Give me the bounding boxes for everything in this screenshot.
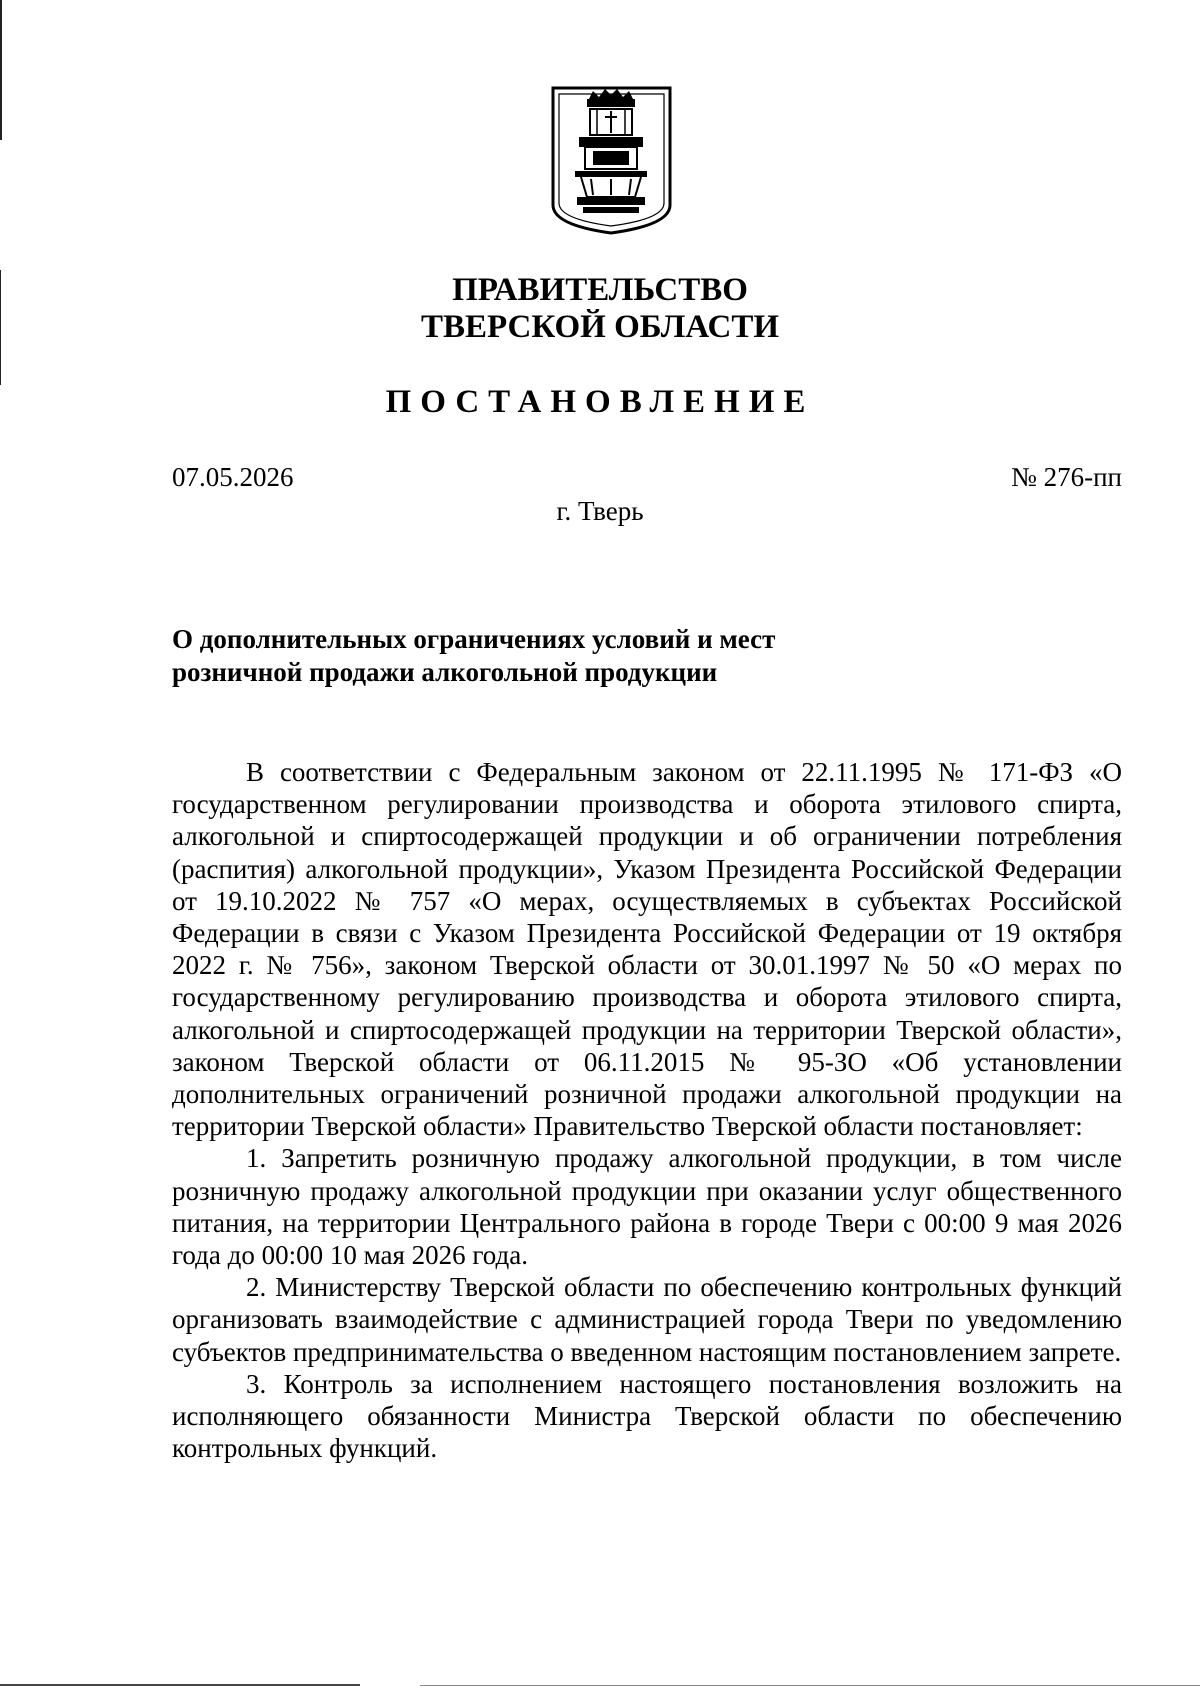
document-type: ПОСТАНОВЛЕНИЕ bbox=[385, 384, 815, 420]
government-name-line2: ТВЕРСКОЙ ОБЛАСТИ bbox=[420, 309, 780, 345]
tver-coat-of-arms-icon bbox=[549, 85, 674, 237]
document-subject-line2: розничной продажи алкогольной продукции bbox=[172, 657, 718, 687]
document-body bbox=[172, 756, 1122, 1464]
body-preamble: В соответствии с Федеральным законом от 22.11.1995 № 171-ФЗ «О государственном регулировании производства и оборота этилового спирта, алкогольной и спиртосодержащей продукции и об ограничении потребления (распития) алкогольной продукции», Указом Президента Российской Федерации от 19.10.2022 № 757 «О мерах, осуществляемых в субъектах Российской Федерации в связи с Указом Президента Российской Федерации от 19 октября 2022 г. № 756», законом Тверской области от 30.01.1997 № 50 «О мерах по государственному регулированию производства и оборота этилового спирта, алкогольной и спиртосодержащей продукции на территории Тверской области», законом Тверской области от 06.11.2015 № 95-ЗО «Об установлении дополнительных ограничений розничной продажи алкогольной продукции на территории Тверской области» Правительство Тверской области постановляет: bbox=[172, 757, 1122, 1142]
body-item-1: 1. Запретить розничную продажу алкогольной продукции, в том числе розничную продажу алкогольной продукции при оказании услуг общественного питания, на территории Центрального района в городе Твери с 00:00 9 мая 2026 года до 00:00 10 мая 2026 года. bbox=[172, 1143, 1122, 1271]
scan-bottom-mark bbox=[0, 1684, 360, 1686]
government-name-line1: ПРАВИТЕЛЬСТВО bbox=[452, 272, 748, 308]
body-item-3: 3. Контроль за исполнением настоящего постановления возложить на исполняющего обязанности Министра Тверской области по обеспечению контрольных функций. bbox=[172, 1368, 1122, 1464]
scan-edge-mark bbox=[0, 0, 2, 140]
document-subject bbox=[172, 623, 872, 689]
document-city: г. Тверь bbox=[556, 496, 644, 526]
scan-bottom-mark bbox=[420, 1685, 1200, 1686]
body-item-2: 2. Министерству Тверской области по обеспечению контрольных функций организовать взаимодействие с администрацией города Твери по уведомлению субъектов предпринимательства о введенном настоящим постановлением запрете. bbox=[172, 1272, 1122, 1367]
document-subject-line1: О дополнительных ограничениях условий и мест bbox=[172, 624, 776, 654]
government-name bbox=[0, 272, 1200, 346]
document-date: 07.05.2026 bbox=[172, 462, 294, 492]
document-number: № 276-пп bbox=[1011, 462, 1122, 492]
